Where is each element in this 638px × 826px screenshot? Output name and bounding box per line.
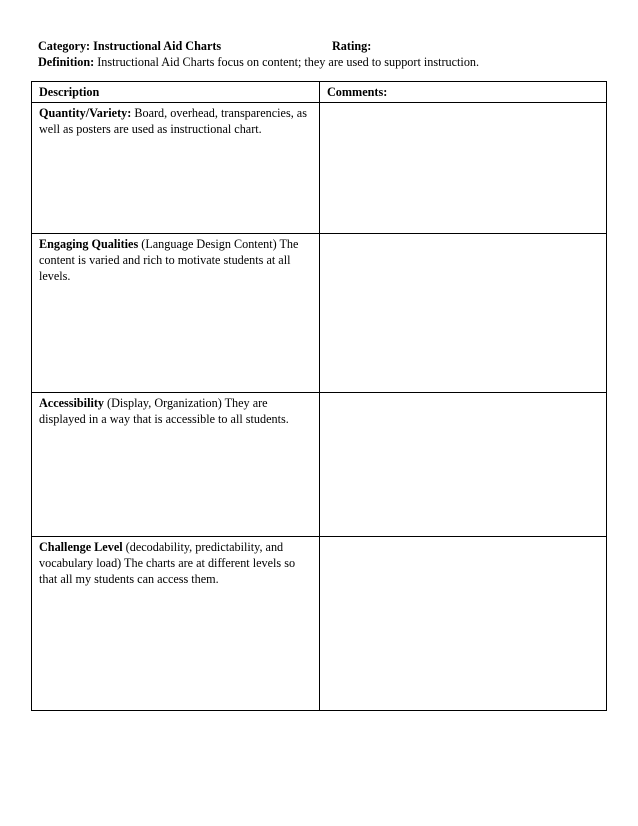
description-cell: [32, 103, 320, 234]
criterion-text: Board, overhead, transparencies, as well as posters are used as instructional chart.: [39, 106, 307, 136]
criterion-title: Engaging Qualities: [39, 237, 139, 251]
table-row: [32, 393, 607, 537]
category-line: [38, 38, 608, 54]
description-column-header: Description: [32, 82, 320, 103]
description-cell: [32, 234, 320, 393]
definition-line: [38, 54, 608, 70]
criterion-text: (decodability, predictability, and vocabulary load) The charts are at different levels so that all my students can access them.: [39, 540, 296, 586]
rubric-table: [31, 81, 607, 711]
criterion-text: (Display, Organization) They are displayed in a way that is accessible to all students.: [39, 396, 289, 426]
criterion-title: Challenge Level: [39, 540, 123, 554]
criterion-title: Quantity/Variety:: [39, 106, 132, 120]
rating-label: Rating:: [332, 39, 372, 53]
document-header: [38, 38, 608, 70]
definition-text: Instructional Aid Charts focus on content; they are used to support instruction.: [97, 55, 480, 69]
comments-column-header: Comments:: [320, 82, 607, 103]
comment-cell[interactable]: [320, 103, 607, 234]
comment-cell[interactable]: [320, 393, 607, 537]
category-value: Instructional Aid Charts: [93, 39, 222, 53]
comment-cell[interactable]: [320, 234, 607, 393]
table-row: [32, 537, 607, 711]
table-header-row: [32, 82, 607, 103]
comment-cell[interactable]: [320, 537, 607, 711]
definition-label: Definition:: [38, 55, 95, 69]
table-row: [32, 103, 607, 234]
description-cell: [32, 537, 320, 711]
category-label: Category:: [38, 39, 91, 53]
criterion-title: Accessibility: [39, 396, 104, 410]
description-cell: [32, 393, 320, 537]
table-row: [32, 234, 607, 393]
criterion-text: (Language Design Content) The content is varied and rich to motivate students at all levels.: [39, 237, 299, 283]
